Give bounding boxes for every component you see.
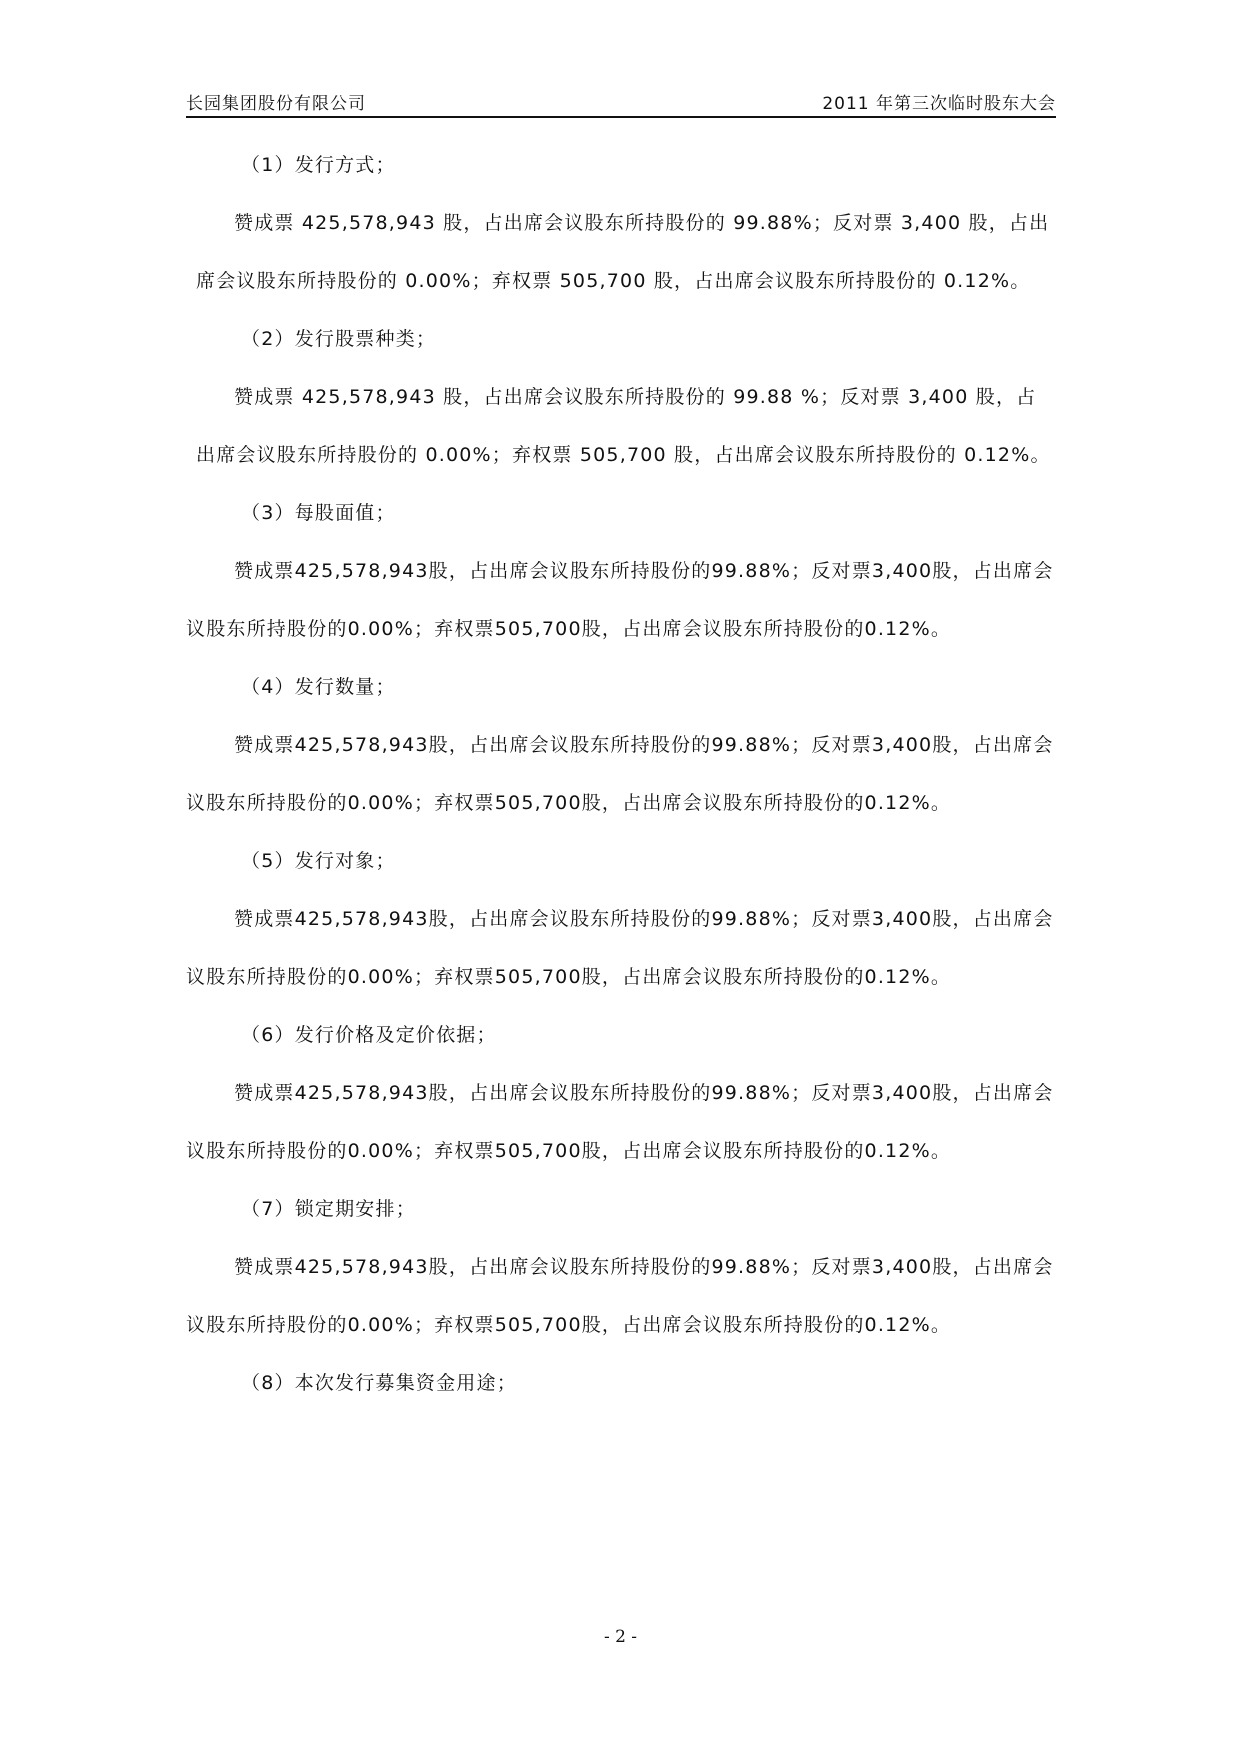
page-header	[186, 88, 1056, 114]
section-1-line-2: 席会议股东所持股份的 0.00%；弃权票 505,700 股，占出席会议股东所持股份的 0.12%。	[196, 270, 1031, 292]
section-5-line-1: 赞成票425,578,943股，占出席会议股东所持股份的99.88%；反对票3,400股，占出席会	[234, 908, 1054, 930]
section-6-line-2: 议股东所持股份的0.00%；弃权票505,700股，占出席会议股东所持股份的0.12%。	[186, 1140, 952, 1162]
section-3-line-1: 赞成票425,578,943股，占出席会议股东所持股份的99.88%；反对票3,400股，占出席会	[234, 560, 1054, 582]
section-heading-5: （5）发行对象；	[241, 850, 396, 872]
section-heading-2: （2）发行股票种类；	[241, 328, 437, 350]
section-1-line-1: 赞成票 425,578,943 股，占出席会议股东所持股份的 99.88%；反对票 3,400 股，占出	[234, 212, 1050, 234]
header-rule	[186, 116, 1056, 118]
section-4-line-1: 赞成票425,578,943股，占出席会议股东所持股份的99.88%；反对票3,400股，占出席会	[234, 734, 1054, 756]
section-7-line-2: 议股东所持股份的0.00%；弃权票505,700股，占出席会议股东所持股份的0.12%。	[186, 1314, 952, 1336]
section-6-line-1: 赞成票425,578,943股，占出席会议股东所持股份的99.88%；反对票3,400股，占出席会	[234, 1082, 1054, 1104]
section-heading-7: （7）锁定期安排；	[241, 1198, 416, 1220]
section-2-line-2: 出席会议股东所持股份的 0.00%；弃权票 505,700 股，占出席会议股东所持股份的 0.12%。	[196, 444, 1051, 466]
section-7-line-1: 赞成票425,578,943股，占出席会议股东所持股份的99.88%；反对票3,400股，占出席会	[234, 1256, 1054, 1278]
section-heading-3: （3）每股面值；	[241, 502, 396, 524]
section-3-line-2: 议股东所持股份的0.00%；弃权票505,700股，占出席会议股东所持股份的0.12%。	[186, 618, 952, 640]
header-meeting: 2011 年第三次临时股东大会	[822, 94, 1056, 114]
header-company: 长园集团股份有限公司	[186, 94, 366, 114]
section-heading-6: （6）发行价格及定价依据；	[241, 1024, 497, 1046]
section-5-line-2: 议股东所持股份的0.00%；弃权票505,700股，占出席会议股东所持股份的0.12%。	[186, 966, 952, 988]
section-heading-8: （8）本次发行募集资金用途；	[241, 1372, 517, 1394]
section-heading-1: （1）发行方式；	[241, 154, 396, 176]
section-heading-4: （4）发行数量；	[241, 676, 396, 698]
page-number: - 2 -	[603, 1627, 638, 1647]
section-2-line-1: 赞成票 425,578,943 股，占出席会议股东所持股份的 99.88 %；反对票 3,400 股，占	[234, 386, 1037, 408]
section-4-line-2: 议股东所持股份的0.00%；弃权票505,700股，占出席会议股东所持股份的0.12%。	[186, 792, 952, 814]
